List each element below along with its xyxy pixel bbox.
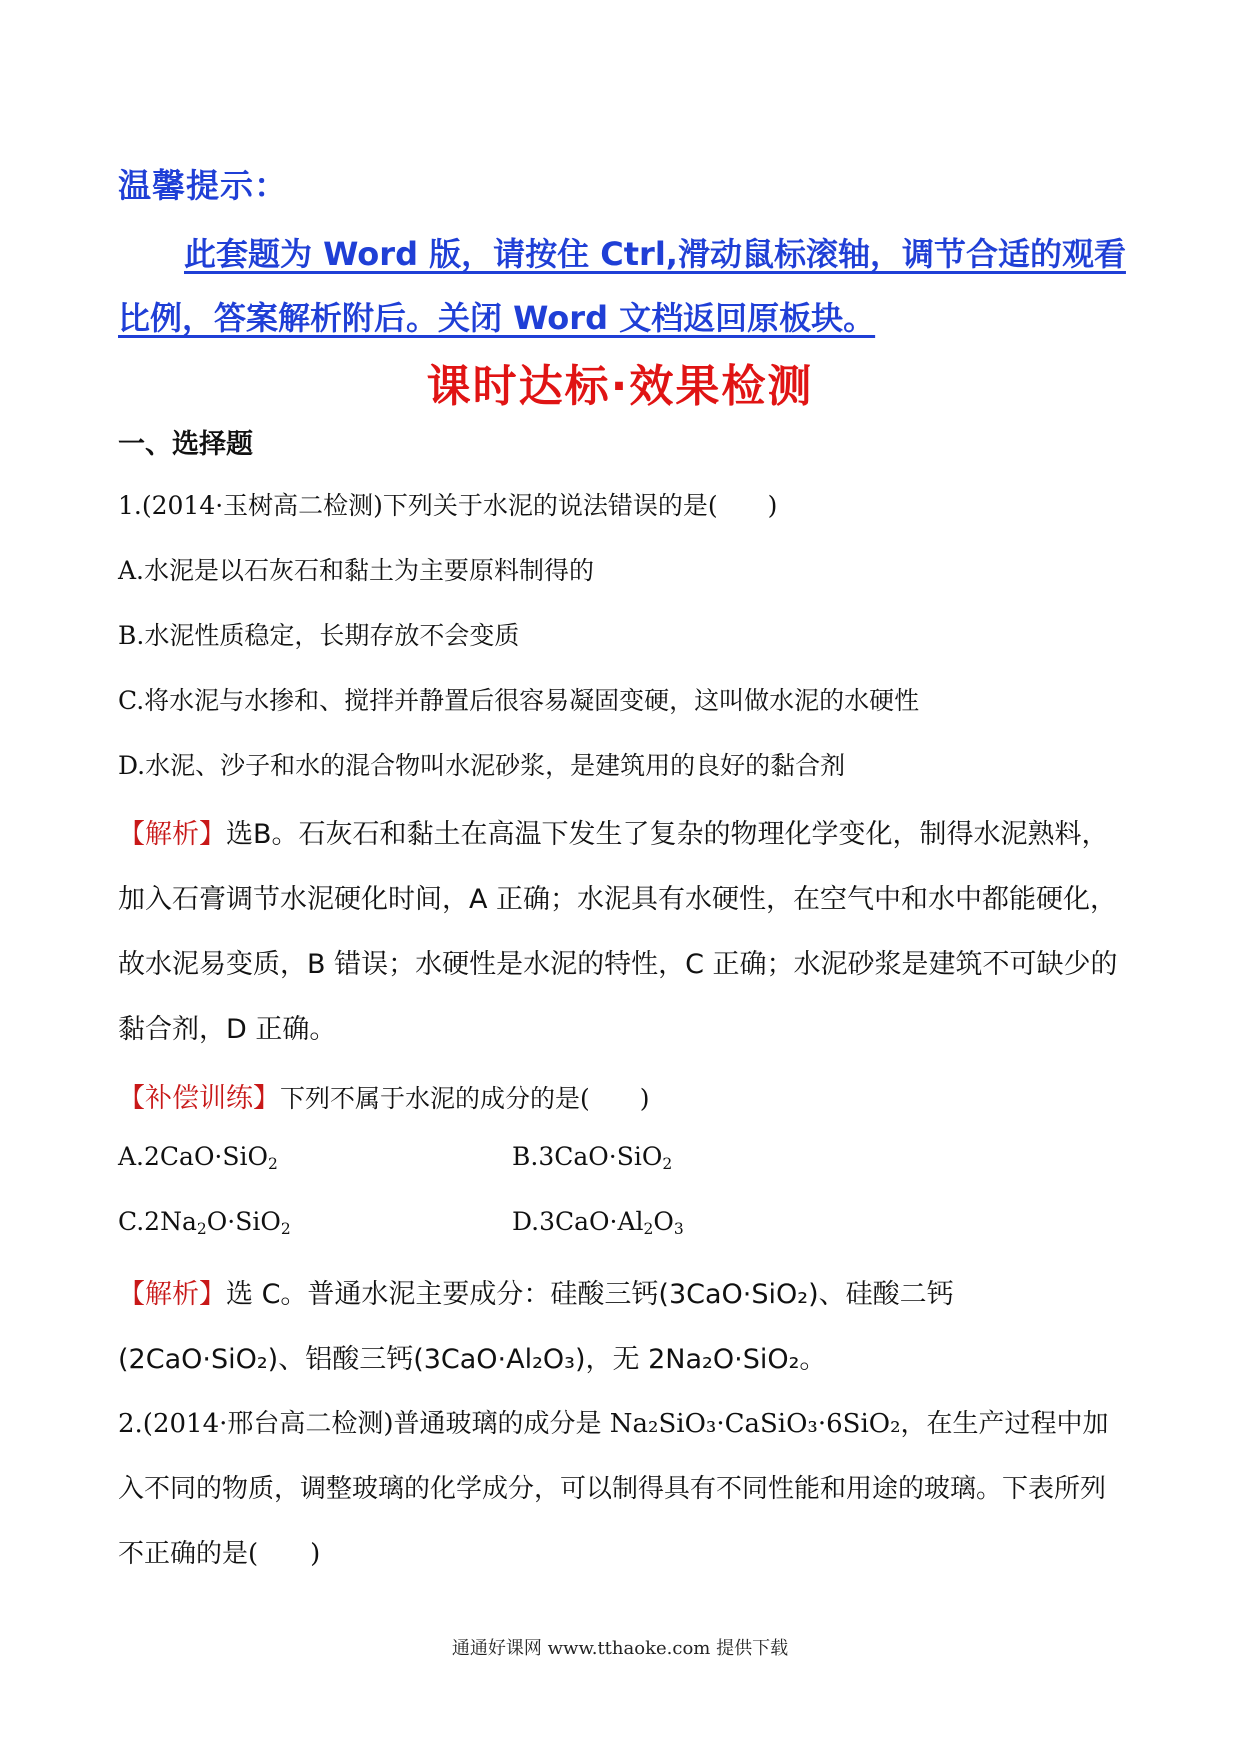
- analysis-text: 选B。石灰石和黏土在高温下发生了复杂的物理化学变化，制得水泥熟料，加入石膏调节水泥硬化时间，A 正确；水泥具有水硬性，在空气中和水中都能硬化，故水泥易变质，B 错误；水硬性是水泥的特性，C 正确；水泥砂浆是建筑不可缺少的黏合剂，D 正确。: [118, 819, 1118, 1045]
- q1-option-a: A.水泥是以石灰石和黏土为主要原料制得的: [118, 556, 595, 585]
- tip-title: 温馨提示：: [118, 166, 288, 205]
- option-c-sub2: 2: [280, 1219, 291, 1238]
- option-c-text: C.2Na: [118, 1207, 197, 1236]
- option-c-sub1: 2: [196, 1219, 207, 1238]
- option-b-sub: 2: [662, 1154, 673, 1173]
- option-d-sub2: 3: [673, 1219, 684, 1238]
- q2-stem: 2.(2014·邢台高二检测)普通玻璃的成分是 Na₂SiO₃·CaSiO₃·6SiO₂，在生产过程中加入不同的物质，调整玻璃的化学成分，可以制得具有不同性能和用途的玻璃。下表所列不正确的是( ): [118, 1409, 1109, 1569]
- analysis-tag: 【解析】: [118, 819, 226, 850]
- supplement-analysis-text: 选 C。普通水泥主要成分：硅酸三钙(3CaO·SiO₂)、硅酸二钙(2CaO·SiO₂)、铝酸三钙(3CaO·Al₂O₃)，无 2Na₂O·SiO₂。: [118, 1279, 954, 1375]
- supplement-tag: 【补偿训练】: [118, 1083, 280, 1114]
- option-d-sub1: 2: [643, 1219, 654, 1238]
- page-heading: 课时达标·效果检测: [426, 361, 814, 412]
- supplement-option-b: [512, 1142, 672, 1173]
- supplement-stem: 下列不属于水泥的成分的是( ): [280, 1084, 650, 1113]
- option-d-mid: O: [653, 1207, 674, 1236]
- option-b-text: B.3CaO·SiO: [512, 1142, 663, 1171]
- q1-stem: 1.(2014·玉树高二检测)下列关于水泥的说法错误的是( ): [118, 491, 778, 520]
- q1-option-c: C.将水泥与水掺和、搅拌并静置后很容易凝固变硬，这叫做水泥的水硬性: [118, 686, 920, 715]
- supplement-option-a: [118, 1142, 278, 1173]
- page-footer: 通通好课网 www.tthaoke.com 提供下载: [451, 1638, 789, 1659]
- option-c-mid: O·SiO: [206, 1207, 281, 1236]
- section-title: 一、选择题: [118, 429, 253, 460]
- q1-analysis: [118, 802, 1128, 1062]
- option-d-text: D.3CaO·Al: [512, 1207, 644, 1236]
- supplement-analysis-tag: 【解析】: [118, 1279, 226, 1310]
- supplement-question: [118, 1076, 650, 1115]
- supplement-option-c: [118, 1207, 291, 1238]
- q1-option-b: B.水泥性质稳定，长期存放不会变质: [118, 621, 520, 650]
- supplement-option-d: [512, 1207, 684, 1238]
- tip-body: 此套题为 Word 版，请按住 Ctrl,滑动鼠标滚轴，调节合适的观看比例，答案解析附后。关闭 Word 文档返回原板块。: [118, 235, 1126, 337]
- option-a-sub: 2: [268, 1154, 278, 1173]
- supplement-analysis: [118, 1262, 1128, 1392]
- option-a-text: A.2CaO·SiO: [118, 1142, 268, 1171]
- q1-option-d: D.水泥、沙子和水的混合物叫水泥砂浆，是建筑用的良好的黏合剂: [118, 751, 846, 780]
